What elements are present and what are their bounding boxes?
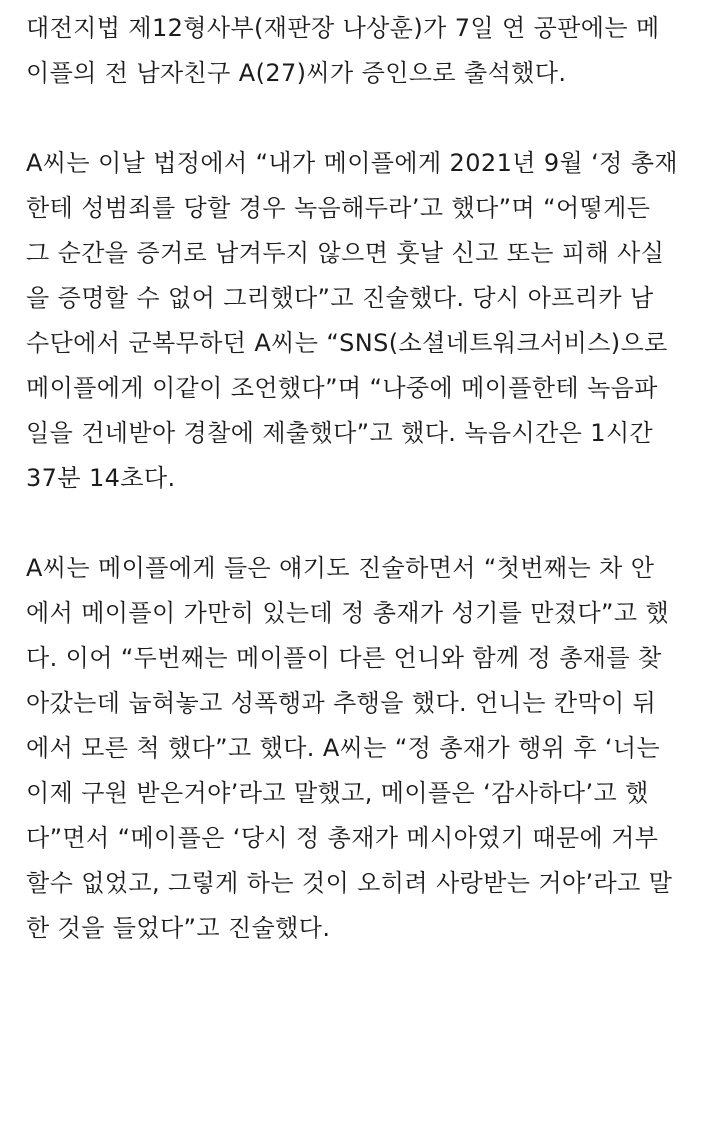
- text-line: 대전지법 제12형사부(재판장 나상훈)가 7일 연 공판에는 메: [26, 14, 660, 42]
- text-line: 한 것을 들었다”고 진술했다.: [26, 914, 331, 942]
- text-line: 37분 14초다.: [26, 464, 176, 492]
- text-line: 메이플에게 이같이 조언했다”며 “나중에 메이플한테 녹음파: [26, 374, 658, 402]
- paragraph-spacer: [26, 96, 698, 141]
- text-line: 그 순간을 증거로 남겨두지 않으면 훗날 신고 또는 피해 사실: [26, 239, 665, 267]
- text-line: 할수 없었고, 그렇게 하는 것이 오히려 사랑받는 거야’라고 말: [26, 869, 673, 897]
- text-line: 에서 모른 척 했다”고 했다. A씨는 “정 총재가 행위 후 ‘너는: [26, 734, 661, 762]
- text-line: A씨는 메이플에게 들은 얘기도 진술하면서 “첫번째는 차 안: [26, 554, 655, 582]
- text-line: 에서 메이플이 가만히 있는데 정 총재가 성기를 만졌다”고 했: [26, 599, 670, 627]
- text-line: 다”면서 “메이플은 ‘당시 정 총재가 메시아였기 때문에 거부: [26, 824, 659, 852]
- paragraph-1: [26, 6, 698, 96]
- text-line: 을 증명할 수 없어 그리했다”고 진술했다. 당시 아프리카 남: [26, 284, 654, 312]
- text-line: 다. 이어 “두번째는 메이플이 다른 언니와 함께 정 총재를 찾: [26, 644, 662, 672]
- paragraph-spacer: [26, 501, 698, 546]
- text-line: A씨는 이날 법정에서 “내가 메이플에게 2021년 9월 ‘정 총재: [26, 149, 678, 177]
- article-body: [26, 6, 698, 951]
- text-line: 아갔는데 눕혀놓고 성폭행과 추행을 했다. 언니는 칸막이 뒤: [26, 689, 657, 717]
- text-line: 수단에서 군복무하던 A씨는 “SNS(소셜네트워크서비스)으로: [26, 329, 668, 357]
- text-line: 일을 건네받아 경찰에 제출했다”고 했다. 녹음시간은 1시간: [26, 419, 654, 447]
- text-line: 이플의 전 남자친구 A(27)씨가 증인으로 출석했다.: [26, 59, 567, 87]
- paragraph-2: [26, 141, 698, 501]
- text-line: 한테 성범죄를 당할 경우 녹음해두라’고 했다”며 “어떻게든: [26, 194, 651, 222]
- paragraph-3: [26, 546, 698, 951]
- text-line: 이제 구원 받은거야’라고 말했고, 메이플은 ‘감사하다’고 했: [26, 779, 649, 807]
